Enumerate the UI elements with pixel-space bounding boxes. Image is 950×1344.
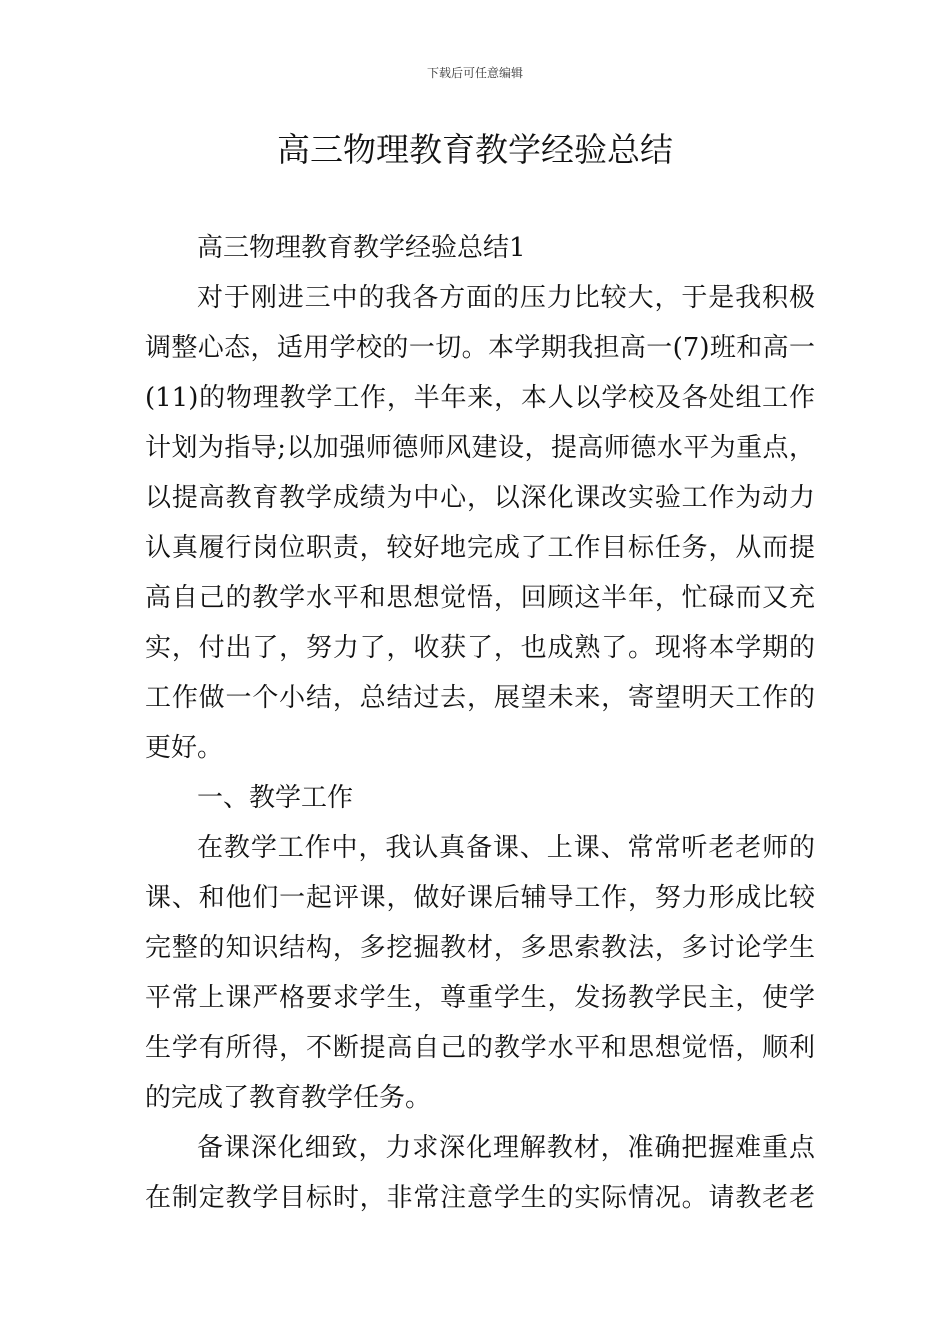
paragraph-line: 调整心态，适用学校的一切。本学期我担高一(7)班和高一 (145, 333, 815, 363)
paragraph-line: 高自己的教学水平和思想觉悟，回顾这半年，忙碌而又充 (145, 583, 815, 613)
paragraph-line: 平常上课严格要求学生，尊重学生，发扬教学民主，使学 (145, 983, 815, 1013)
paragraph-line: 对于刚进三中的我各方面的压力比较大，于是我积极 (197, 283, 815, 313)
paragraph-line: (11)的物理教学工作，半年来，本人以学校及各处组工作 (145, 383, 815, 413)
paragraph-line: 课、和他们一起评课，做好课后辅导工作，努力形成比较 (145, 883, 815, 913)
paragraph-line: 实，付出了，努力了，收获了，也成熟了。现将本学期的 (145, 633, 815, 663)
document-title: 高三物理教育教学经验总结 (277, 130, 673, 169)
paragraph-line: 在教学工作中，我认真备课、上课、常常听老老师的 (197, 833, 815, 863)
page-header-note: 下载后可任意编辑 (426, 66, 523, 80)
paragraph-line: 更好。 (145, 733, 224, 763)
section-heading: 一、教学工作 (197, 783, 354, 813)
paragraph-line: 计划为指导;以加强师德师风建设，提高师德水平为重点， (145, 433, 815, 463)
paragraph-line: 完整的知识结构，多挖掘教材，多思索教法，多讨论学生 (145, 933, 815, 963)
paragraph-line: 备课深化细致，力求深化理解教材，准确把握难重点 (197, 1133, 815, 1163)
paragraph-line: 以提高教育教学成绩为中心，以深化课改实验工作为动力 (145, 483, 815, 513)
paragraph-line: 的完成了教育教学任务。 (145, 1083, 432, 1113)
paragraph-line: 在制定教学目标时，非常注意学生的实际情况。请教老老 (145, 1183, 815, 1213)
paragraph-line: 生学有所得，不断提高自己的教学水平和思想觉悟，顺利 (145, 1033, 815, 1063)
section-subtitle: 高三物理教育教学经验总结1 (197, 233, 526, 263)
paragraph-line: 工作做一个小结，总结过去，展望未来，寄望明天工作的 (145, 683, 815, 713)
paragraph-line: 认真履行岗位职责，较好地完成了工作目标任务，从而提 (145, 533, 815, 563)
